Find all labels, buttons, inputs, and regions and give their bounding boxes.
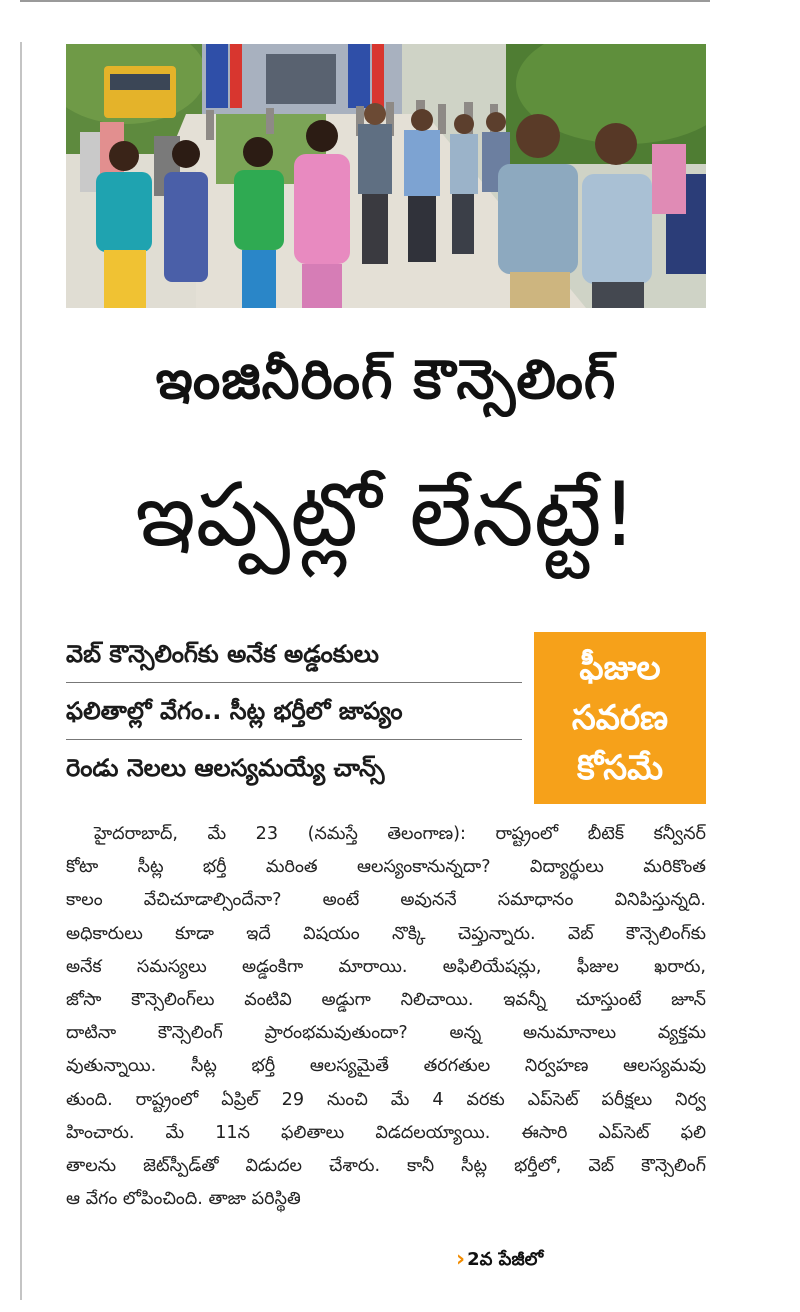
- highlight-box: [534, 632, 706, 804]
- chevron-right-icon: ›: [456, 1247, 466, 1272]
- article-body: [66, 818, 706, 1216]
- column-rule: [20, 42, 22, 1300]
- continued-on-page-link[interactable]: [456, 1245, 543, 1275]
- subheadline: ఫలితాల్లో వేగం.. సీట్ల భర్తీలో జాప్యం: [66, 683, 522, 740]
- subheadline: రెండు నెలలు ఆలస్యమయ్యే చాన్స్: [66, 754, 385, 782]
- article-line: జోసా కౌన్సెలింగ్‌లు వంటివి అడ్డుగా నిలిచాయి. ఇవన్నీ చూస్తుంటే జూన్: [66, 989, 706, 1010]
- article-line: హైదరాబాద్, మే 23 (నమస్తే తెలంగాణ): రాష్ట్రంలో బీటెక్ కన్వీనర్: [94, 824, 706, 844]
- article-line: హించారు. మే 11న ఫలితాలు విడదలయ్యాయి. ఈసారి ఎప్‌సెట్ ఫలి: [66, 1122, 706, 1143]
- subheadline-list: [66, 626, 522, 796]
- highlight-box-line: సవరణ: [571, 698, 669, 738]
- article-line: తుంది. రాష్ట్రంలో ఏప్రిల్ 29 నుంచి మే 4 వరకు ఎప్‌సెట్ పరీక్షలు నిర్వ: [66, 1089, 706, 1110]
- continued-on-page-label: 2వ పేజీలో: [467, 1249, 544, 1270]
- article-line: ఆ వేగం లోపించింది. తాజా పరిస్థితి: [66, 1189, 301, 1210]
- subheadline: వెబ్ కౌన్సెలింగ్‌కు అనేక అడ్డంకులు: [66, 626, 522, 683]
- highlight-box-line: కోసమే: [576, 748, 664, 788]
- article-line: కాలం వేచిచూడాల్సిందేనా? అంటే అవుననే సమాధానం వినిపిస్తున్నది.: [66, 890, 706, 911]
- headline-secondary: ఇప్పట్లో లేనట్టే!: [135, 463, 637, 566]
- top-rule: [20, 0, 710, 2]
- article-line: తాలను జెట్‌స్పీడ్‌తో విడుదల చేశారు. కానీ సీట్ల భర్తీలో, వెబ్ కౌన్సెలింగ్: [66, 1155, 706, 1176]
- article-line: అధికారులు కూడా ఇదే విషయం నొక్కి చెప్తున్నారు. వెబ్ కౌన్సెలింగ్‌కు: [66, 923, 706, 944]
- article-line: కోటా సీట్ల భర్తీ మరింత ఆలస్యంకానున్నదా? విద్యార్థులు మరికొంత: [66, 857, 706, 878]
- article-line: దాటినా కౌన్సెలింగ్ ప్రారంభమవుతుందా? అన్న అనుమానాలు వ్యక్తమ: [66, 1023, 706, 1044]
- article-line: అనేక సమస్యలు అడ్డంకిగా మారాయి. అఫిలియేషన్లు, ఫీజుల ఖరారు,: [66, 956, 706, 977]
- highlight-box-line: ఫీజుల: [579, 648, 661, 688]
- article-line: వుతున్నాయి. సీట్ల భర్తీ ఆలస్యమైతే తరగతుల నిర్వహణ ఆలస్యమవు: [66, 1056, 706, 1077]
- campus-students-photo: [66, 44, 706, 308]
- headline-primary: ఇంజినీరింగ్ కౌన్సెలింగ్: [155, 348, 617, 411]
